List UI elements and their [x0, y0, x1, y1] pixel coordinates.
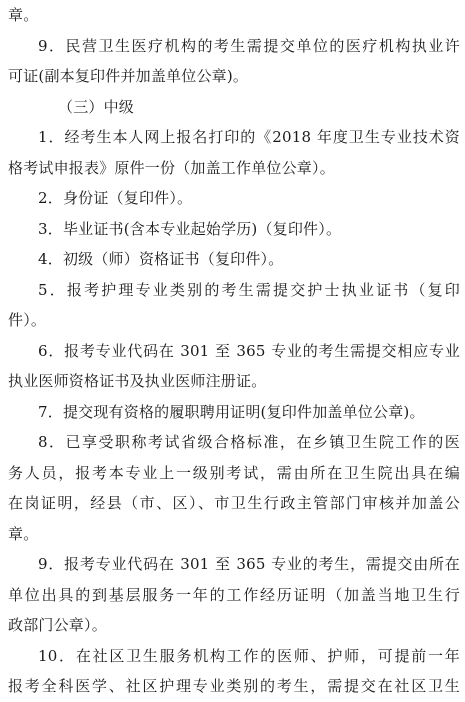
- text-line: 件）。: [8, 311, 47, 330]
- text-line: 可证(副本复印件并加盖单位公章)。: [8, 67, 249, 86]
- item-6-physician-certificate: 6．报考专业代码在 301 至 365 专业的考生需提交相应专业: [38, 341, 460, 360]
- item-7-employment-proof: 7．提交现有资格的履职聘用证明(复印件加盖单位公章)。: [38, 402, 425, 421]
- text-line: 章。: [8, 524, 39, 543]
- text-line: 在岗证明，经县（市、区）、市卫生行政主管部门审核并加盖公: [8, 494, 460, 513]
- item-10-community-health: 10．在社区卫生服务机构工作的医师、护师，可提前一年: [38, 646, 460, 665]
- item-8-township-staff: 8．已享受职称考试省级合格标准，在乡镇卫生院工作的医: [38, 433, 460, 452]
- section-heading-intermediate: （三）中级: [58, 97, 135, 116]
- text-line: 单位出具的到基层服务一年的工作经历证明（加盖当地卫生行: [8, 585, 460, 604]
- text-line: 务人员，报考本专业上一级别考试，需由所在卫生院出具在编: [8, 463, 460, 482]
- text-line: 报考全科医学、社区护理专业类别的考生，需提交在社区卫生: [8, 677, 460, 696]
- text-line: 政部门公章）。: [8, 616, 107, 635]
- item-2-id-card: 2．身份证（复印件）。: [38, 189, 193, 208]
- item-9-private-license: 9．民营卫生医疗机构的考生需提交单位的医疗机构执业许: [38, 36, 460, 55]
- item-5-nurse-license: 5．报考护理专业类别的考生需提交护士执业证书（复印: [38, 280, 460, 299]
- text-line: 章。: [8, 6, 39, 24]
- item-4-junior-certificate: 4．初级（师）资格证书（复印件）。: [38, 250, 284, 269]
- item-3-diploma: 3．毕业证书(含本专业起始学历)（复印件）。: [38, 219, 342, 238]
- item-1-application-form: 1．经考生本人网上报名打印的《2018 年度卫生专业技术资: [38, 128, 460, 147]
- item-9-grassroots-service: 9．报考专业代码在 301 至 365 专业的考生，需提交由所在: [38, 555, 460, 574]
- text-line: 执业医师资格证书及执业医师注册证。: [8, 372, 267, 391]
- text-line: 格考试申报表》原件一份（加盖工作单位公章）。: [8, 158, 335, 177]
